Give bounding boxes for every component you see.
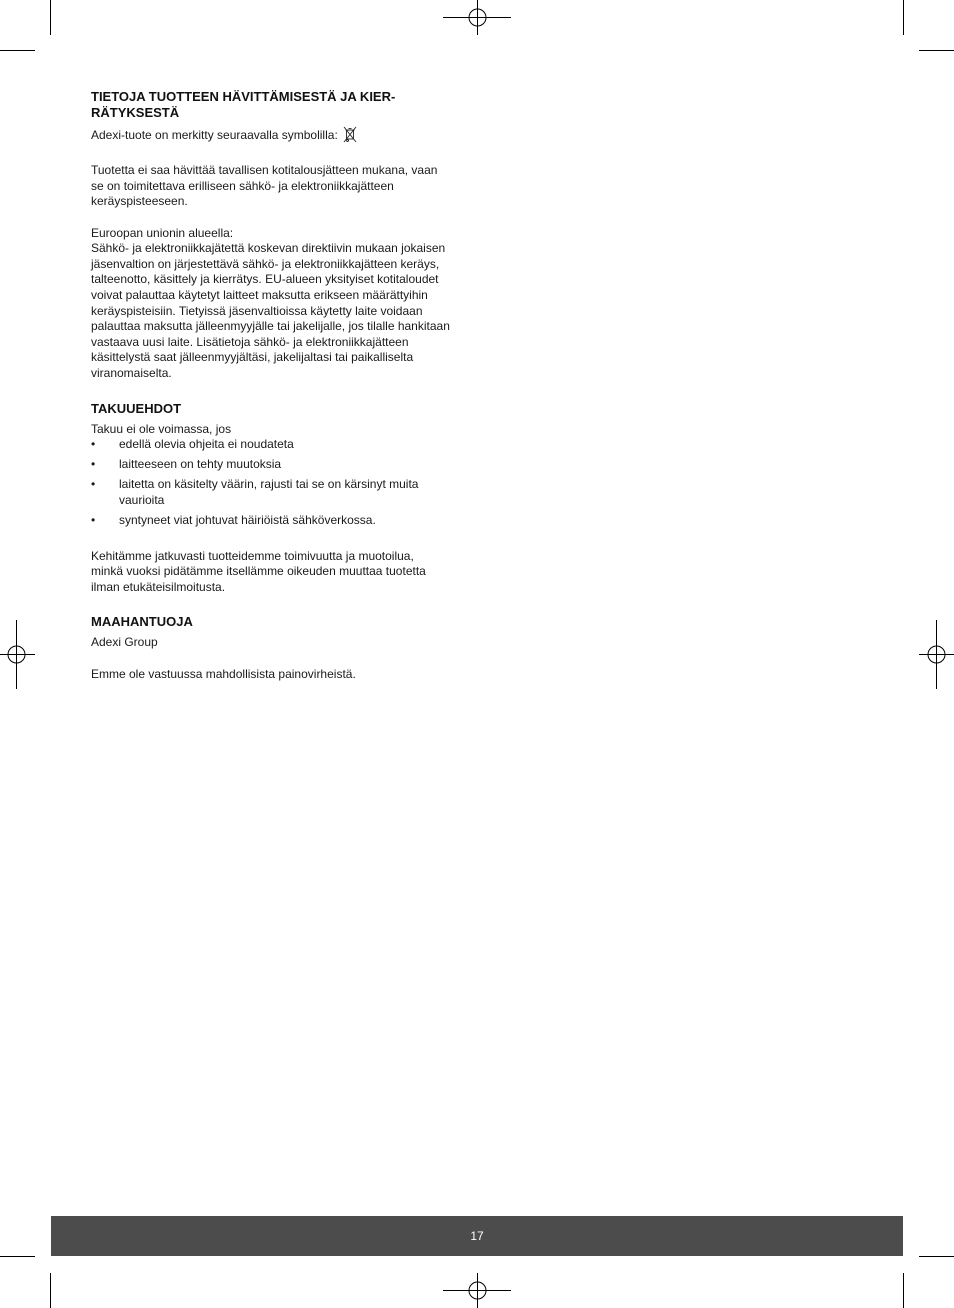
disposal-section [91, 89, 476, 382]
page-content [91, 89, 476, 682]
symbol-line: Adexi-tuote on merkitty seuraavalla symbolilla: [91, 126, 476, 148]
disposal-paragraph-2: Euroopan unionin alueella: Sähkö- ja elektroniikkajätettä koskevan direktiivin mukaan jokaisen jäsenvaltion on järjestettävä sähkö- ja elektroniikkajätteen keräys, talteenotto, käsittely ja kierrätys. EU-alueen yksityiset kotitaloudet voivat palauttaa käytetyt laitteet maksutta erikseen määrättyihin keräyspisteisiin. Tietyissä jäsenvaltioissa käytetty laite voidaan palauttaa maksutta jälleenmyyjälle tai jakelijalle, jos tilalle hankitaan vastaava uusi laite. Lisätietoja sähkö- ja elektroniikkajätteen käsittelystä saat jälleenmyyjältäsi, jakelijaltasi tai paikalliselta viranomaiselta. [91, 225, 450, 380]
registration-mark-left [0, 620, 35, 689]
warranty-section [91, 401, 476, 596]
bullet-icon: • [91, 437, 96, 452]
disposal-heading: TIETOJA TUOTTEEN HÄVITTÄMISESTÄ JA KIER- RÄTYKSESTÄ [91, 89, 396, 120]
warranty-intro: Takuu ei ole voimassa, jos [91, 421, 232, 436]
warranty-closing: Kehitämme jatkuvasti tuotteidemme toimivuutta ja muotoilua, minkä vuoksi pidätämme itsellämme oikeuden muuttaa tuotetta ilman etukäteisilmoitusta. [91, 548, 426, 594]
bullet-icon: • [91, 477, 96, 492]
disclaimer: Emme ole vastuussa mahdollisista painovirheistä. [91, 666, 356, 681]
list-item: • laitetta on käsitelty väärin, rajusti tai se on kärsinyt muita vaurioita [91, 477, 419, 507]
registration-mark-right [919, 620, 954, 689]
registration-mark-top [443, 0, 511, 35]
list-item: • laitteeseen on tehty muutoksia [91, 457, 282, 472]
page-number: 17 [470, 1229, 484, 1243]
warranty-conditions-list [91, 437, 476, 528]
crossed-out-wheelie-bin-icon [343, 126, 357, 148]
importer-name: Adexi Group [91, 635, 158, 650]
importer-section [91, 614, 476, 682]
bullet-icon: • [91, 512, 96, 527]
disposal-paragraph-1: Tuotetta ei saa hävittää tavallisen kotitalousjätteen mukana, vaan se on toimitettava erilliseen sähkö- ja elektroniikkajätteen keräyspisteeseen. [91, 163, 438, 209]
footer-bar [51, 1216, 903, 1256]
registration-mark-bottom [443, 1273, 511, 1308]
importer-heading: MAAHANTUOJA [91, 614, 193, 630]
list-item: • edellä olevia ohjeita ei noudateta [91, 437, 294, 452]
bullet-icon: • [91, 457, 96, 472]
list-item: • syntyneet viat johtuvat häiriöistä sähköverkossa. [91, 512, 376, 527]
warranty-heading: TAKUUEHDOT [91, 400, 182, 416]
